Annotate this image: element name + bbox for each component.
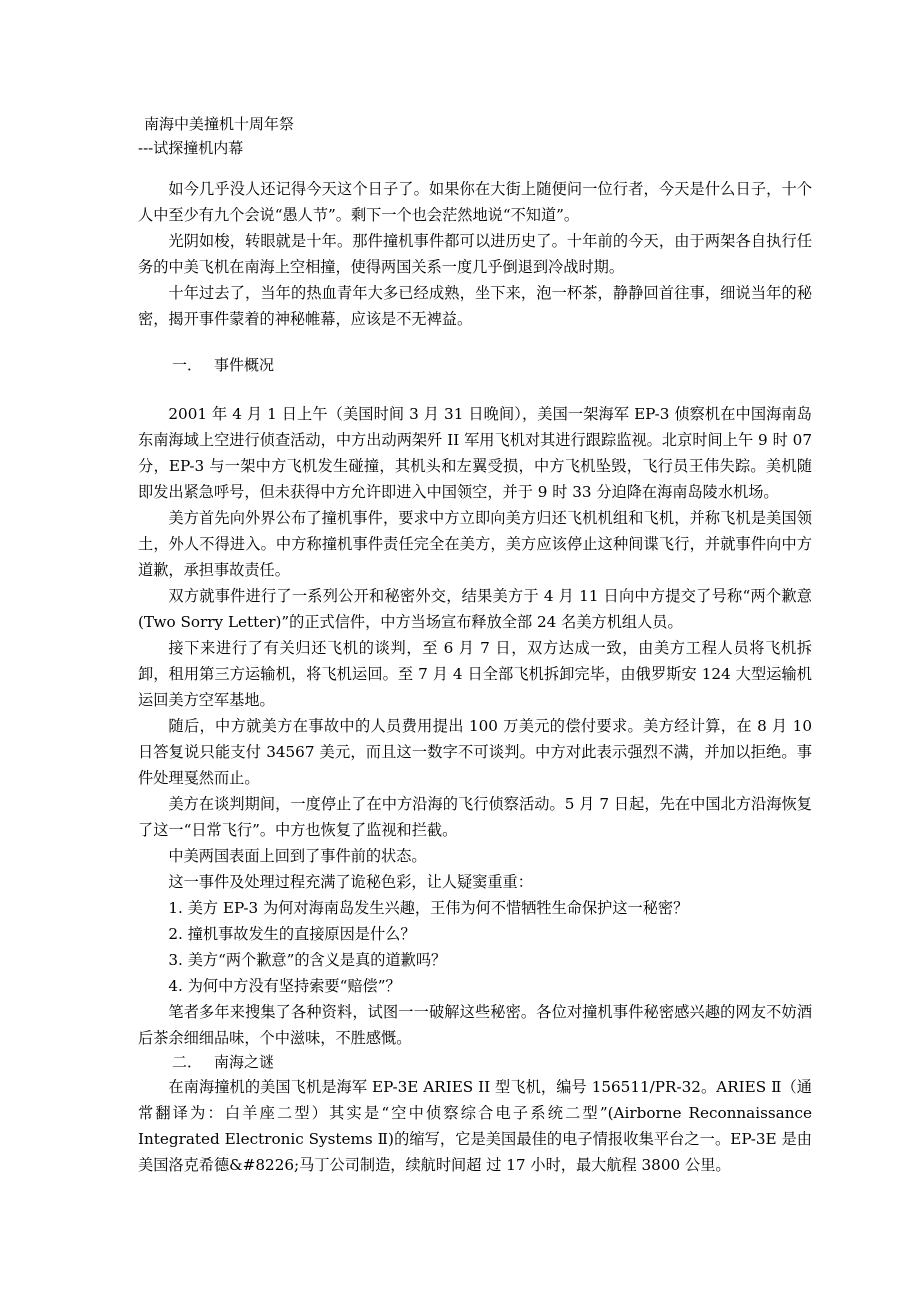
paragraph: 接下来进行了有关归还飞机的谈判，至 6 月 7 日，双方达成一致，由美方工程人员将飞机拆卸，租用第三方运输机，将飞机运回。至 7 月 4 日全部飞机拆卸完毕，由俄罗斯安 124 大型运输机运回美方空军基地。 bbox=[138, 639, 812, 709]
section-number: 二． bbox=[172, 1053, 203, 1071]
section-body bbox=[138, 1074, 812, 1178]
intro-section bbox=[138, 176, 812, 332]
intro-paragraph: 如今几乎没人还记得今天这个日子了。如果你在大街上随便问一位行者，今天是什么日子，十个人中至少有九个会说“愚人节”。剩下一个也会茫然地说“不知道”。 bbox=[138, 180, 812, 224]
paragraph: 2001 年 4 月 1 日上午（美国时间 3 月 31 日晚间），美国一架海军 EP-3 侦察机在中国海南岛东南海域上空进行侦查活动，中方出动两架歼 II 军用飞机对其进行跟踪监视。北京时间上午 9 时 07 分，EP-3 与一架中方飞机发生碰撞，其机头和左翼受损，中方飞机坠毁，飞行员王伟失踪。美机随即发出紧急呼号，但未获得中方允许即进入中国领空，并于 9 时 33 分迫降在海南岛陵水机场。 bbox=[138, 405, 812, 501]
document-title: 南海中美撞机十周年祭 bbox=[144, 115, 295, 133]
list-item: 4. 为何中方没有坚持索要“赔偿”？ bbox=[168, 977, 401, 995]
list-item: 2. 撞机事故发生的直接原因是什么？ bbox=[168, 925, 416, 943]
paragraph: 美方在谈判期间，一度停止了在中方沿海的飞行侦察活动。5 月 7 日起，先在中国北方沿海恢复了这一“日常飞行”。中方也恢复了监视和拦截。 bbox=[138, 795, 812, 839]
paragraph: 美方首先向外界公布了撞机事件，要求中方立即向美方归还飞机机组和飞机，并称飞机是美国领土，外人不得进入。中方称撞机事件责任完全在美方，美方应该停止这种间谍飞行，并就事件向中方道歉，承担事故责任。 bbox=[138, 509, 812, 579]
title-block bbox=[138, 112, 294, 160]
section-title: 事件概况 bbox=[214, 356, 275, 374]
paragraph: 随后，中方就美方在事故中的人员费用提出 100 万美元的偿付要求。美方经计算，在 8 月 10 日答复说只能支付 34567 美元，而且这一数字不可谈判。中方对此表示强烈不满，并加以拒绝。事件处理戛然而止。 bbox=[138, 717, 812, 787]
intro-paragraph: 光阴如梭，转眼就是十年。那件撞机事件都可以进历史了。十年前的今天，由于两架各自执行任务的中美飞机在南海上空相撞，使得两国关系一度几乎倒退到冷战时期。 bbox=[138, 232, 812, 276]
list-item: 1. 美方 EP-3 为何对海南岛发生兴趣，王伟为何不惜牺牲生命保护这一秘密？ bbox=[168, 899, 689, 917]
section-number: 一． bbox=[172, 356, 203, 374]
paragraph: 这一事件及处理过程充满了诡秘色彩，让人疑窦重重： bbox=[168, 873, 533, 891]
document-subtitle: ---试探撞机内幕 bbox=[138, 139, 244, 157]
section-title: 南海之谜 bbox=[214, 1053, 275, 1071]
paragraph: 在南海撞机的美国飞机是海军 EP-3E ARIES II 型飞机，编号 156511/PR-32。ARIES Ⅱ（通常翻译为：白羊座二型）其实是“空中侦察综合电子系统二型”(Airborne Reconnaissance Integrated Electronic Systems Ⅱ)的缩写，它是美国最佳的电子情报收集平台之一。EP-3E 是由美国洛克希德&#8226;马丁公司制造，续航时间超 过 17 小时，最大航程 3800 公里。 bbox=[138, 1078, 812, 1174]
intro-paragraph: 十年过去了，当年的热血青年大多已经成熟，坐下来，泡一杯茶，静静回首往事，细说当年的秘密，揭开事件蒙着的神秘帷幕，应该是不无裨益。 bbox=[138, 284, 812, 328]
list-item: 3. 美方“两个歉意”的含义是真的道歉吗？ bbox=[168, 951, 447, 969]
section-heading bbox=[172, 353, 274, 377]
paragraph: 双方就事件进行了一系列公开和秘密外交，结果美方于 4 月 11 日向中方提交了号称“两个歉意(Two Sorry Letter)”的正式信件，中方当场宣布释放全部 24 名美方机组人员。 bbox=[138, 587, 812, 631]
paragraph: 笔者多年来搜集了各种资料，试图一一破解这些秘密。各位对撞机事件秘密感兴趣的网友不妨酒后茶余细细品味，个中滋味，不胜感慨。 bbox=[138, 1003, 812, 1047]
section-body bbox=[138, 401, 812, 1051]
section-heading bbox=[172, 1050, 274, 1074]
paragraph: 中美两国表面上回到了事件前的状态。 bbox=[168, 847, 427, 865]
